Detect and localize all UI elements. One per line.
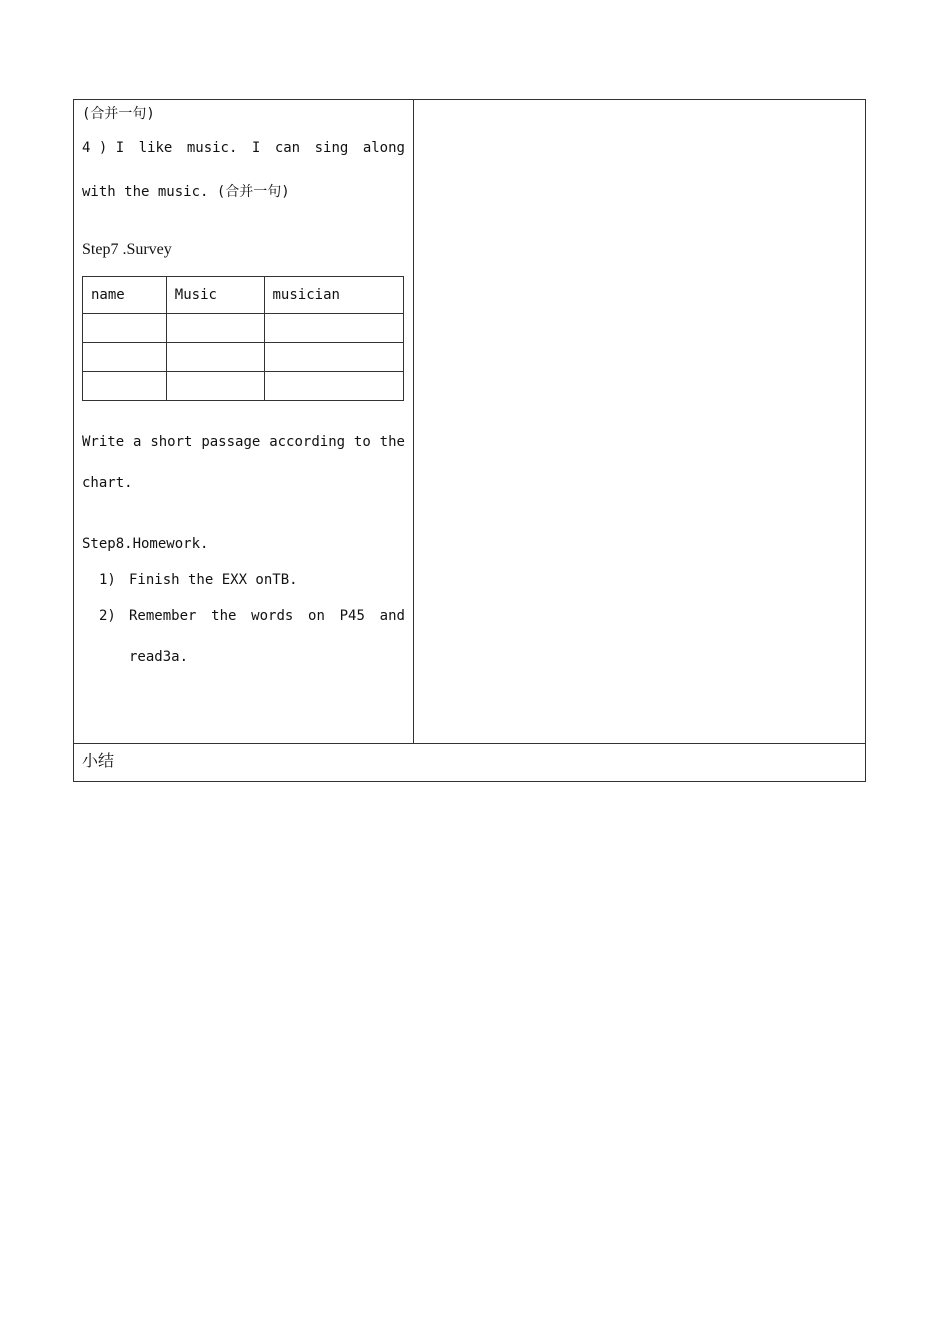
summary-label: 小结: [82, 751, 115, 770]
word: Remember: [129, 608, 197, 624]
homework-number: 2): [99, 608, 116, 624]
survey-header-cell: Music: [166, 277, 264, 314]
word: I: [251, 140, 261, 156]
word: music.: [186, 140, 238, 156]
survey-header-cell: name: [83, 277, 167, 314]
survey-cell: [83, 314, 167, 343]
word: along: [362, 140, 405, 156]
survey-cell: [264, 314, 404, 343]
word: P45: [339, 608, 365, 624]
word: to: [353, 434, 371, 450]
word: a: [133, 434, 142, 450]
survey-cell: [264, 372, 404, 401]
survey-cell: [83, 372, 167, 401]
homework-number: 1): [99, 572, 116, 588]
combine-note: (合并一句): [82, 106, 155, 122]
survey-header-row: [83, 277, 404, 314]
survey-cell: [264, 343, 404, 372]
word: can: [274, 140, 301, 156]
row-divider: [74, 743, 865, 744]
survey-row: [83, 343, 404, 372]
word: on: [308, 608, 325, 624]
survey-table: [82, 276, 404, 401]
word: sing: [314, 140, 349, 156]
word: the: [379, 434, 405, 450]
survey-row: [83, 372, 404, 401]
survey-header-cell: musician: [264, 277, 404, 314]
homework-text: [129, 608, 405, 624]
survey-cell: [166, 314, 264, 343]
word: 4 ) I: [82, 140, 125, 156]
word: and: [379, 608, 405, 624]
word: passage: [201, 434, 261, 450]
word: Write: [82, 434, 125, 450]
survey-cell: [83, 343, 167, 372]
step8-title: Step8.Homework.: [82, 536, 209, 552]
write-instruction-line-1: [82, 434, 405, 450]
survey-cell: [166, 372, 264, 401]
homework-text: Finish the EXX onTB.: [129, 572, 298, 588]
survey-cell: [166, 343, 264, 372]
homework-text-continued: read3a.: [129, 649, 189, 665]
word: according: [269, 434, 346, 450]
lesson-plan-table: [73, 99, 866, 782]
sentence-4-line-2: with the music. (合并一句): [82, 184, 290, 200]
word: words: [251, 608, 294, 624]
word: the: [211, 608, 237, 624]
column-divider: [413, 100, 414, 744]
word: like: [138, 140, 173, 156]
survey-row: [83, 314, 404, 343]
write-instruction-line-2: chart.: [82, 475, 133, 491]
step7-title: Step7 .Survey: [82, 241, 172, 258]
sentence-4-line-1: [82, 140, 405, 156]
word: short: [150, 434, 193, 450]
